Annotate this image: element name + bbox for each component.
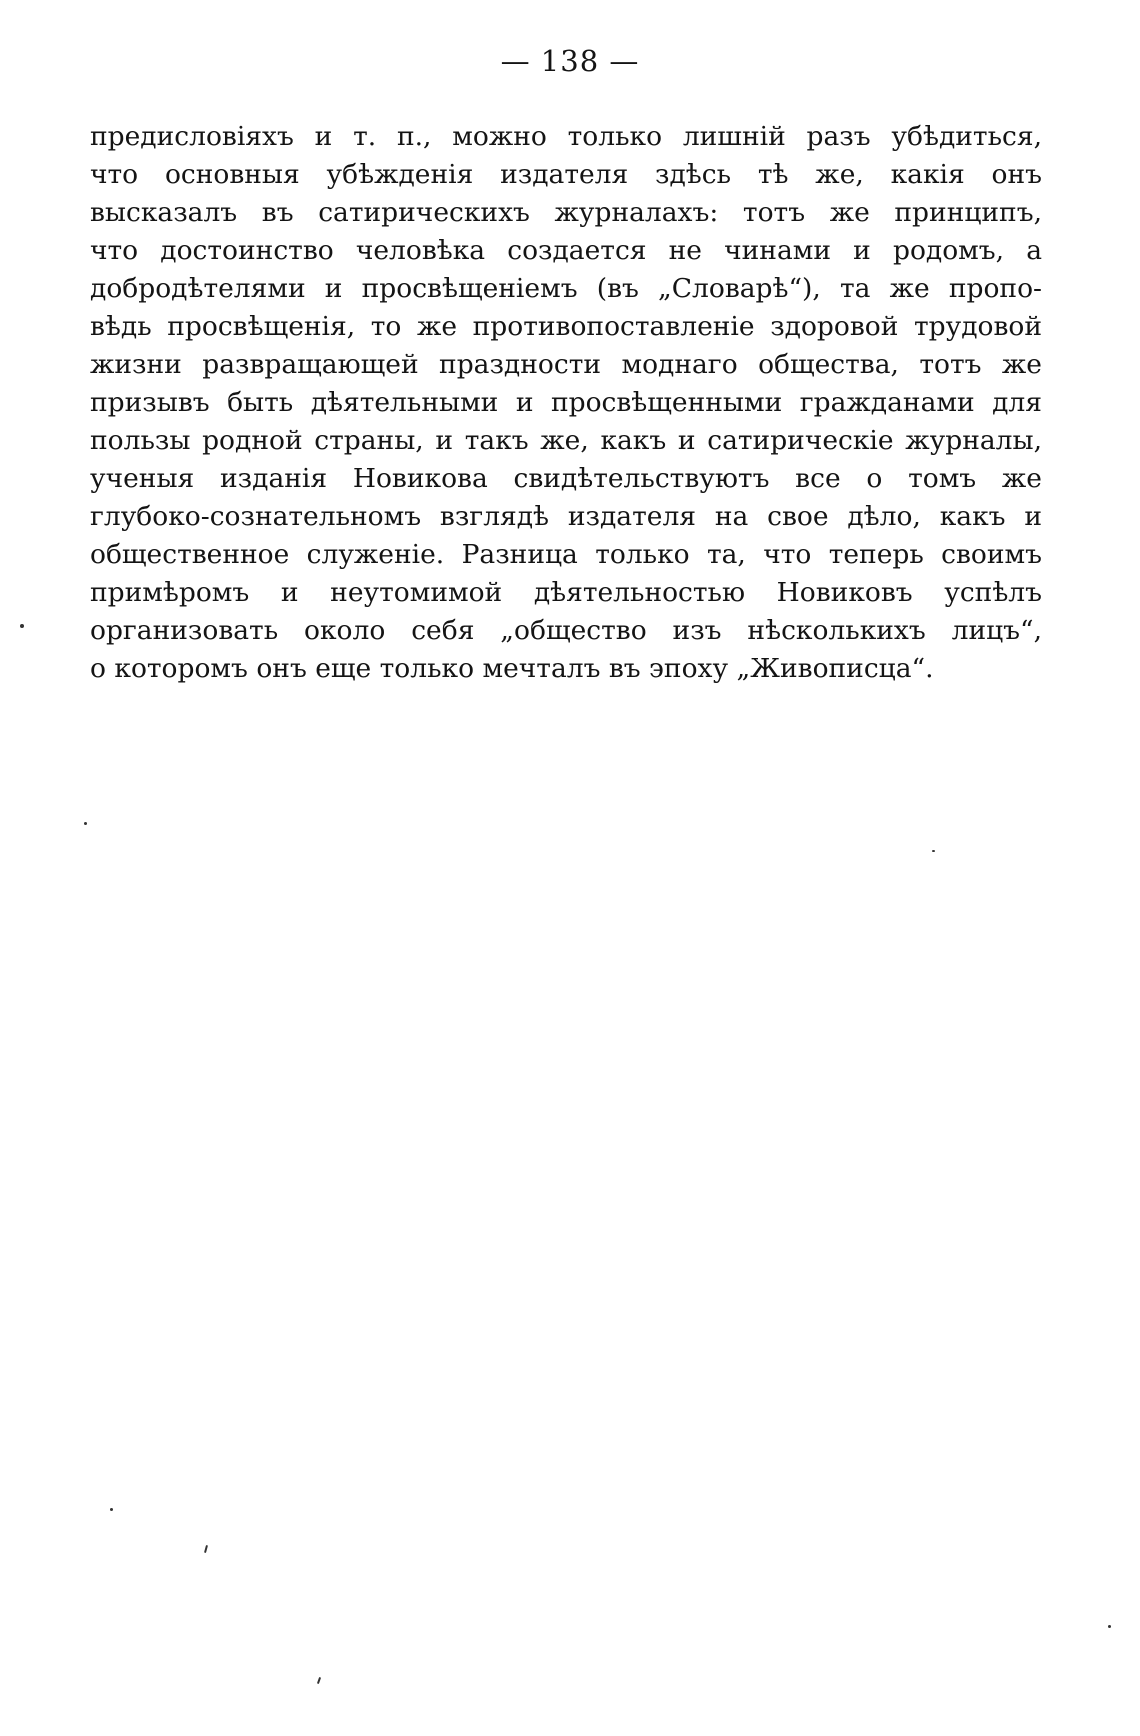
- text-line: примѣромъ и неутомимой дѣятельностью Новиковъ успѣлъ: [90, 577, 1042, 608]
- scan-speck: [204, 1545, 208, 1553]
- text-line: ученыя изданія Новикова свидѣтельствуютъ все о томъ же: [90, 463, 1042, 494]
- text-line: высказалъ въ сатирическихъ журналахъ: тотъ же принципъ,: [90, 197, 1042, 228]
- text-line: что основныя убѣжденія издателя здѣсь тѣ же, какія онъ: [90, 159, 1042, 190]
- text-line: организовать около себя „общество изъ нѣсколькихъ лицъ“,: [90, 615, 1042, 646]
- text-line: о которомъ онъ еще только мечталъ въ эпоху „Живописца“.: [90, 653, 934, 684]
- text-line: пользы родной страны, и такъ же, какъ и сатирическіе журналы,: [90, 425, 1042, 456]
- scan-speck: [932, 850, 935, 852]
- text-line: добродѣтелями и просвѣщеніемъ (въ „Словарѣ“), та же пропо-: [90, 273, 1042, 304]
- text-line: общественное служеніе. Разница только та, что теперь своимъ: [90, 539, 1042, 570]
- page-number: — 138 —: [500, 44, 640, 78]
- scan-speck: [20, 624, 24, 628]
- scan-speck: [110, 1508, 113, 1511]
- text-line: призывъ быть дѣятельными и просвѣщенными гражданами для: [90, 387, 1042, 418]
- scan-speck: [84, 822, 87, 825]
- scan-speck: [1108, 1625, 1111, 1628]
- text-line: что достоинство человѣка создается не чинами и родомъ, а: [90, 235, 1042, 266]
- text-line: глубоко-сознательномъ взглядѣ издателя на свое дѣло, какъ и: [90, 501, 1042, 532]
- text-line: жизни развращающей праздности моднаго общества, тотъ же: [90, 349, 1042, 380]
- body-paragraph: [90, 118, 1042, 688]
- text-line: вѣдь просвѣщенія, то же противопоставленіе здоровой трудовой: [90, 311, 1042, 342]
- scan-speck: [317, 1677, 321, 1684]
- text-line: предисловіяхъ и т. п., можно только лишній разъ убѣдиться,: [90, 121, 1042, 152]
